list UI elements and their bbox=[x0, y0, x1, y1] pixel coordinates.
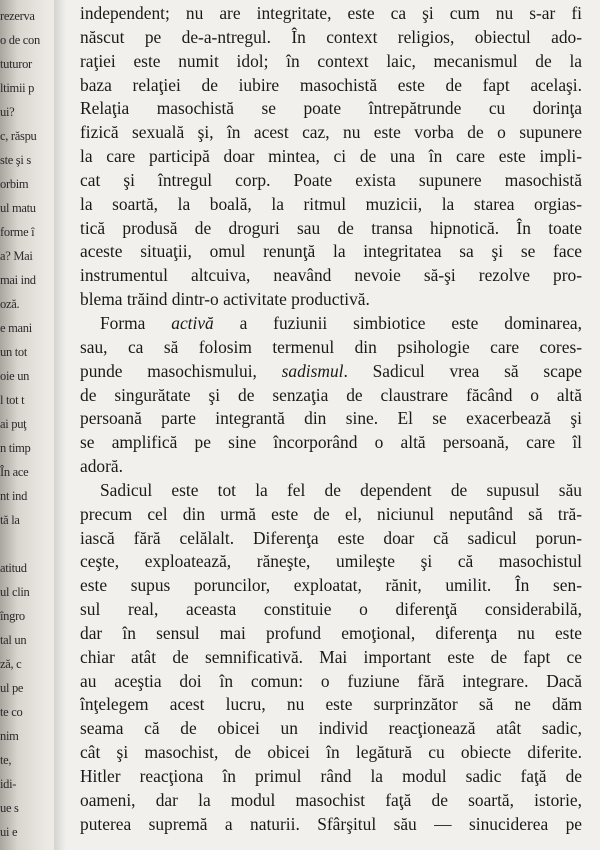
facing-page-line: tuturor bbox=[0, 57, 32, 71]
text-run: este supus poruncilor, exploatat, rănit, umilit. În sen- bbox=[80, 575, 582, 596]
text-run: seama că de obicei un individ reacţionează atât sadic, bbox=[80, 718, 582, 739]
facing-page-line: o de con bbox=[0, 33, 40, 47]
text-line bbox=[80, 121, 582, 145]
facing-page-line: l tot t bbox=[0, 393, 25, 407]
facing-page-line: ui e bbox=[0, 825, 18, 839]
facing-page-line: ue s bbox=[0, 801, 19, 815]
text-run: înţelegem acest lucru, nu este surprinzător să ne dăm bbox=[80, 694, 582, 715]
text-line bbox=[80, 145, 582, 169]
text-run: aceste situaţii, omul renunţă la integritatea sa şi se face bbox=[80, 241, 582, 262]
italic-term: activă bbox=[171, 312, 214, 333]
facing-page-line: ai puţ bbox=[0, 417, 27, 431]
text-line bbox=[80, 670, 582, 694]
text-line bbox=[80, 407, 582, 431]
text-line bbox=[80, 169, 582, 193]
facing-page-line: ste şi s bbox=[0, 153, 31, 167]
facing-page-line: tă la bbox=[0, 513, 20, 527]
text-line bbox=[80, 789, 582, 813]
facing-page-line: În ace bbox=[0, 465, 29, 479]
text-run: blema trăind dintr-o activitate productivă. bbox=[80, 289, 370, 310]
text-run: sau, ca să folosim termenul din psihologie care cores- bbox=[80, 336, 582, 357]
page-body-text bbox=[80, 2, 582, 837]
facing-page-line: mai ind bbox=[0, 273, 36, 287]
facing-page-line: te, bbox=[0, 753, 12, 767]
text-run: fizică sexuală şi, în acest caz, nu este vorba de o supunere bbox=[80, 122, 582, 143]
text-line bbox=[80, 288, 582, 312]
text-line bbox=[80, 50, 582, 74]
text-run: puterea supremă a naturii. Sfârşitul său — sinuciderea pe bbox=[80, 813, 582, 834]
facing-page-line: oie un bbox=[0, 369, 30, 383]
facing-page-line: nim bbox=[0, 729, 19, 743]
text-line bbox=[80, 193, 582, 217]
text-line bbox=[80, 217, 582, 241]
text-run: iască fără celălalt. Diferenţa este doar că sadicul porun- bbox=[80, 527, 582, 548]
facing-page-line: ui? bbox=[0, 105, 15, 119]
text-line bbox=[80, 97, 582, 121]
text-line bbox=[80, 264, 582, 288]
text-run: dar în sensul mai profund emoţional, diferenţa nu este bbox=[80, 622, 582, 643]
italic-term: sadismul bbox=[281, 360, 344, 381]
text-line bbox=[80, 741, 582, 765]
text-run: Hitler reacţiona în primul rând la modul sadic faţă de bbox=[80, 766, 582, 786]
text-line bbox=[80, 360, 582, 384]
text-line bbox=[80, 240, 582, 264]
text-line bbox=[80, 717, 582, 741]
text-line bbox=[80, 693, 582, 717]
text-line bbox=[80, 813, 582, 837]
text-run: oameni, dar la modul masochist faţă de soartă, istorie, bbox=[80, 789, 582, 810]
facing-page-line bbox=[0, 532, 62, 556]
facing-page-line: ul pe bbox=[0, 681, 24, 695]
text-run: independent; nu are integritate, este ca şi cum nu s-ar fi bbox=[80, 3, 582, 23]
facing-page-line: nt ind bbox=[0, 489, 28, 503]
facing-page-line: ltimii p bbox=[0, 81, 35, 95]
facing-page-line: ul matu bbox=[0, 201, 36, 215]
facing-page-line: c, răspu bbox=[0, 129, 37, 143]
text-run: se amplifică pe sine încorporând o altă persoană, care îl bbox=[80, 432, 582, 453]
text-line bbox=[80, 336, 582, 360]
text-run: Sadicul este tot la fel de dependent de supusul său bbox=[100, 479, 582, 500]
text-line bbox=[80, 384, 582, 408]
text-line bbox=[80, 622, 582, 646]
text-run: chiar atât de semnificativă. Mai important este de fapt ce bbox=[80, 646, 582, 667]
text-run: adoră. bbox=[80, 456, 123, 477]
text-line bbox=[80, 550, 582, 574]
text-line bbox=[80, 2, 582, 26]
text-run: la care participă doar mintea, ci de una în care este impli- bbox=[80, 146, 582, 167]
text-line bbox=[80, 74, 582, 98]
text-line bbox=[80, 574, 582, 598]
facing-page-line: rezerva bbox=[0, 9, 35, 23]
text-run: de singurătate şi de senzaţia de claustrare făcând o altă bbox=[80, 384, 582, 405]
facing-page-line: orbim bbox=[0, 177, 29, 191]
facing-page-line: e mani bbox=[0, 321, 32, 335]
facing-page-line: ză, c bbox=[0, 657, 22, 671]
facing-page-line: forme î bbox=[0, 225, 35, 239]
text-run: au aceştia doi în comun: o fuziune fără integrare. Dacă bbox=[80, 670, 582, 691]
facing-page-line: un tot bbox=[0, 345, 28, 359]
text-run: instrumentul altcuiva, neavând nevoie să-şi rezolve pro- bbox=[80, 265, 582, 286]
text-run: cat şi întregul corp. Poate exista supunere masochistă bbox=[80, 169, 582, 190]
facing-page-line: îngro bbox=[0, 609, 25, 623]
text-line bbox=[80, 26, 582, 50]
text-run: a fuziunii simbiotice este dominarea, bbox=[213, 312, 582, 333]
text-run: baza relaţiei de iubire masochistă este de fapt acelaşi. bbox=[80, 74, 582, 95]
facing-page-line: atitud bbox=[0, 561, 27, 575]
text-run: punde masochismului, bbox=[80, 360, 282, 381]
text-line bbox=[80, 312, 582, 336]
text-run: sul real, aceasta constituie o diferenţă considerabilă, bbox=[80, 599, 582, 620]
text-run: născut pe de-a-ntregul. În context religios, obiectul ado- bbox=[80, 26, 582, 47]
text-line bbox=[80, 479, 582, 503]
text-run: Forma bbox=[100, 312, 172, 333]
text-line bbox=[80, 455, 582, 479]
facing-page-line: tal un bbox=[0, 633, 27, 647]
book-gutter-shadow bbox=[54, 0, 66, 850]
text-line bbox=[80, 431, 582, 455]
text-run: ceşte, exploatează, răneşte, umileşte şi că masochistul bbox=[80, 551, 582, 572]
text-run: precum cel din urmă este de el, niciunul neputând să tră- bbox=[80, 503, 582, 524]
text-run: raţiei este numit idol; în context laic, mecanismul de la bbox=[80, 50, 582, 71]
text-line bbox=[80, 646, 582, 670]
text-line bbox=[80, 503, 582, 527]
text-line bbox=[80, 527, 582, 551]
facing-page-line: n timp bbox=[0, 441, 31, 455]
text-run: tică produsă de droguri sau de transa hipnotică. În toate bbox=[80, 217, 582, 238]
text-line bbox=[80, 765, 582, 789]
text-run: Relaţia masochistă se poate întrepătrunde cu dorinţa bbox=[80, 98, 582, 119]
facing-page-line: a? Mai bbox=[0, 249, 33, 263]
facing-page-line: idi- bbox=[0, 777, 17, 791]
facing-page-line: oză. bbox=[0, 297, 20, 311]
text-line bbox=[80, 598, 582, 622]
text-run: cât şi masochist, de obicei în legătură cu obiecte diferite. bbox=[80, 742, 582, 763]
text-run: persoană parte integrantă din sine. El se exacerbează şi bbox=[80, 408, 582, 429]
text-run: la soartă, la boală, la ritmul muzicii, la starea orgias- bbox=[80, 193, 582, 214]
text-run: . Sadicul vrea să scape bbox=[343, 360, 582, 381]
facing-page-line: ul clin bbox=[0, 585, 30, 599]
facing-page-line: te co bbox=[0, 705, 23, 719]
